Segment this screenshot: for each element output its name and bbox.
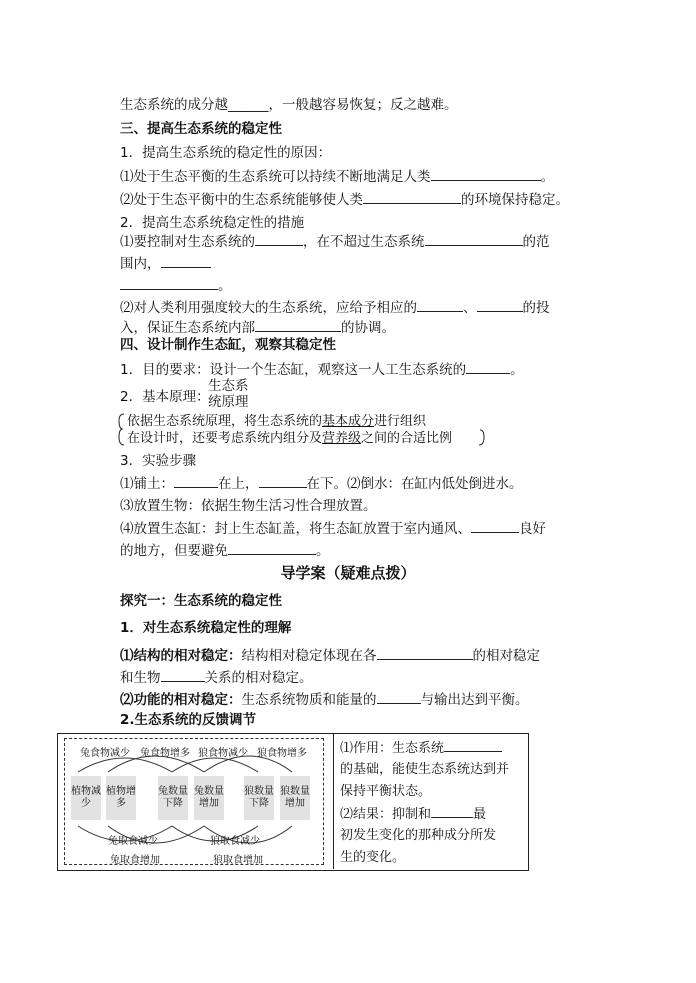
reason-2: ⑵处于生态平衡中的生态系统能够使人类 的环境保持稳定。	[120, 192, 569, 208]
measure-2-line2: 入，保证生态系统内部 的协调。	[120, 320, 395, 336]
diagram-top-2: 兔食物增多	[140, 748, 190, 759]
step-1-2: ⑴铺土： 在上， 在下。⑵倒水：在缸内低处倒进水。	[120, 476, 523, 492]
node-plant-increase: 植物增多	[106, 776, 136, 820]
side-line-4: ⑵结果：抑制和 最	[340, 804, 522, 825]
measures-heading: 2．提高生态系统稳定性的措施	[120, 215, 305, 231]
explore-1-heading: 探究一：生态系统的稳定性	[120, 593, 282, 609]
measure-1-line3: 。	[120, 276, 232, 295]
diagram-top-1: 兔食物减少	[80, 748, 130, 759]
steps-heading: 3．实验步骤	[120, 453, 197, 469]
node-rabbit-increase: 兔数量增加	[194, 776, 224, 820]
function-line: ⑵功能的相对稳定：生态系统物质和能量的 与输出达到平衡。	[120, 692, 529, 708]
principle-top: 生态系	[208, 378, 249, 394]
reason-heading: 1．提高生态系统的稳定性的原因：	[120, 145, 332, 161]
intro-line: 生态系统的成分越______，一般越容易恢复；反之越难。	[120, 97, 458, 113]
step-4-line1: ⑷放置生态缸：封上生态缸盖，将生态缸放置于室内通风、 良好	[120, 521, 546, 537]
side-line-1: ⑴作用：生态系统	[340, 738, 522, 759]
principle-bracket-1: 依据生态系统原理，将生态系统的基本成分进行组织	[127, 414, 427, 429]
structure-line1: ⑴结构的相对稳定：结构相对稳定体现在各 的相对稳定	[120, 648, 540, 664]
side-line-6: 生的变化。	[340, 850, 406, 865]
diagram-bot-3: 兔取食增加	[110, 855, 160, 866]
page-title: 导学案（疑难点拨）	[280, 564, 416, 582]
step-3: ⑶放置生物：依据生物生活习性合理放置。	[120, 498, 377, 514]
node-plant-decrease: 植物减少	[71, 776, 101, 820]
measure-1-line1: ⑴要控制对生态系统的 ，在不超过生态系统 的范	[120, 234, 550, 250]
node-wolf-increase: 狼数量增加	[280, 776, 310, 820]
diagram-top-4: 狼食物增多	[257, 748, 307, 759]
diagram-bot-2: 狼取食减少	[210, 836, 260, 847]
structure-line2: 和生物 关系的相对稳定。	[120, 670, 313, 686]
diagram-bot-4: 狼取食增加	[213, 855, 263, 866]
diagram-top-3: 狼食物减少	[198, 748, 248, 759]
goal-line: 1．目的要求：设计一个生态缸，观察这一人工生态系统的 。	[120, 362, 524, 378]
side-line-5: 初发生变化的那种成分所发	[340, 828, 497, 843]
section-3-heading: 三、提高生态系统的稳定性	[120, 121, 282, 137]
principle-bottom: 统原理	[208, 394, 249, 410]
section-4-heading: 四、设计制作生态缸，观察其稳定性	[120, 337, 336, 353]
principle-label: 2．基本原理：	[120, 389, 210, 405]
principle-bracket-2: 在设计时，还要考虑系统内组分及营养级之间的合适比例	[127, 431, 453, 446]
node-rabbit-decrease: 兔数量下降	[158, 776, 188, 820]
step-4-line2: 的地方，但要避免 。	[120, 543, 330, 559]
side-line-2: 的基础，能使生态系统达到并	[340, 762, 510, 777]
table-divider	[333, 733, 334, 869]
understanding-heading: 1．对生态系统稳定性的理解	[120, 620, 292, 636]
feedback-heading: 2.生态系统的反馈调节	[120, 712, 257, 728]
side-line-3: 保持平衡状态。	[340, 784, 432, 799]
node-wolf-decrease: 狼数量下降	[244, 776, 274, 820]
diagram-bot-1: 兔取食减少	[108, 836, 158, 847]
measure-2-line1: ⑵对人类利用强度较大的生态系统，应给予相应的 、 的投	[120, 300, 550, 316]
reason-1: ⑴处于生态平衡的生态系统可以持续不断地满足人类 。	[120, 169, 554, 185]
measure-1-line2: 围内，	[120, 254, 211, 273]
